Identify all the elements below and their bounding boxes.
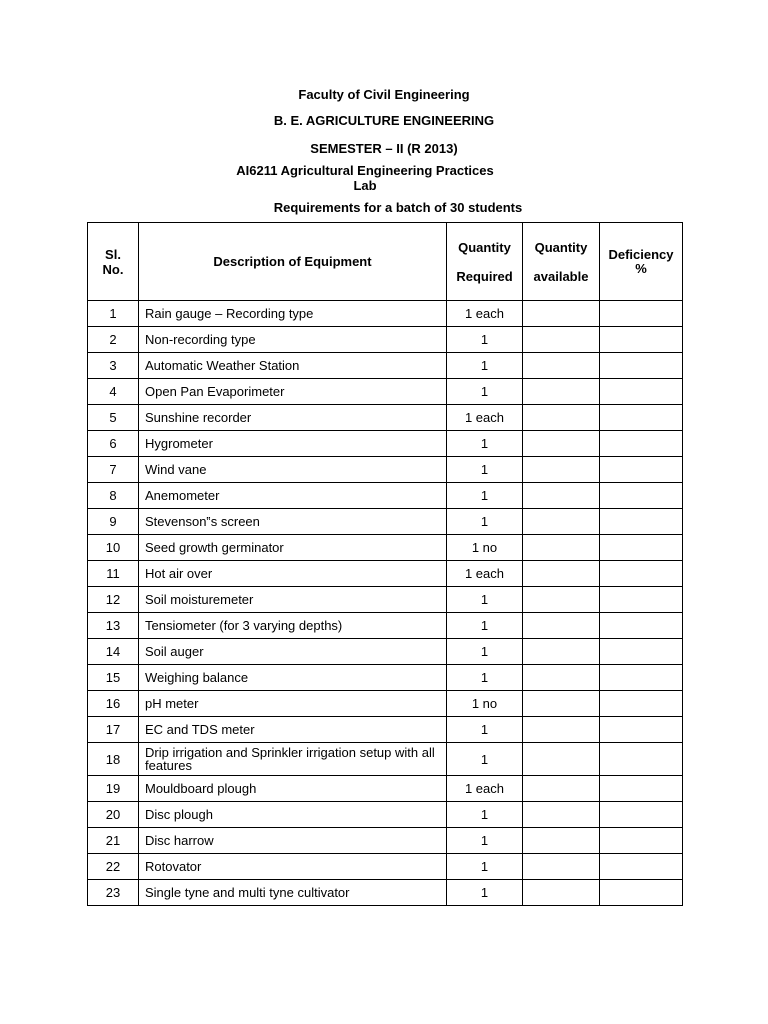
semester-title: SEMESTER – II (R 2013) bbox=[310, 141, 458, 156]
table-row bbox=[88, 457, 683, 483]
table-row bbox=[88, 561, 683, 587]
table-row bbox=[88, 431, 683, 457]
row-sl-no: 23 bbox=[88, 880, 139, 906]
row-deficiency bbox=[600, 587, 683, 613]
row-qty-required: 1 bbox=[447, 665, 523, 691]
row-qty-required: 1 each bbox=[447, 776, 523, 802]
table-row bbox=[88, 613, 683, 639]
row-sl-no: 14 bbox=[88, 639, 139, 665]
row-description: Wind vane bbox=[139, 457, 447, 483]
row-deficiency bbox=[600, 665, 683, 691]
row-description: Automatic Weather Station bbox=[139, 353, 447, 379]
row-description: Stevenson‟s screen bbox=[139, 509, 447, 535]
row-sl-no: 17 bbox=[88, 717, 139, 743]
row-description: Sunshine recorder bbox=[139, 405, 447, 431]
row-deficiency bbox=[600, 509, 683, 535]
table-row bbox=[88, 405, 683, 431]
row-deficiency bbox=[600, 561, 683, 587]
table-row bbox=[88, 665, 683, 691]
table-row bbox=[88, 301, 683, 327]
row-sl-no: 3 bbox=[88, 353, 139, 379]
row-qty-required: 1 bbox=[447, 743, 523, 776]
row-description: Hygrometer bbox=[139, 431, 447, 457]
table-row bbox=[88, 587, 683, 613]
row-qty-required: 1 each bbox=[447, 405, 523, 431]
row-qty-available bbox=[523, 854, 600, 880]
row-description: Hot air over bbox=[139, 561, 447, 587]
row-deficiency bbox=[600, 691, 683, 717]
row-qty-required: 1 bbox=[447, 587, 523, 613]
row-deficiency bbox=[600, 717, 683, 743]
row-sl-no: 11 bbox=[88, 561, 139, 587]
row-description: Rain gauge – Recording type bbox=[139, 301, 447, 327]
row-description: Open Pan Evaporimeter bbox=[139, 379, 447, 405]
row-description: Seed growth germinator bbox=[139, 535, 447, 561]
row-deficiency bbox=[600, 457, 683, 483]
row-description: Drip irrigation and Sprinkler irrigation setup with all features bbox=[139, 743, 447, 776]
row-qty-required: 1 bbox=[447, 802, 523, 828]
col-header-description: Description of Equipment bbox=[139, 223, 447, 301]
table-row bbox=[88, 509, 683, 535]
row-qty-available bbox=[523, 717, 600, 743]
row-qty-required: 1 bbox=[447, 828, 523, 854]
row-sl-no: 12 bbox=[88, 587, 139, 613]
row-sl-no: 16 bbox=[88, 691, 139, 717]
row-qty-available bbox=[523, 431, 600, 457]
row-qty-available bbox=[523, 483, 600, 509]
row-qty-available bbox=[523, 691, 600, 717]
row-qty-available bbox=[523, 353, 600, 379]
program-title: B. E. AGRICULTURE ENGINEERING bbox=[273, 113, 495, 128]
row-description: pH meter bbox=[139, 691, 447, 717]
row-qty-available bbox=[523, 509, 600, 535]
row-qty-available bbox=[523, 379, 600, 405]
row-sl-no: 13 bbox=[88, 613, 139, 639]
row-qty-available bbox=[523, 613, 600, 639]
row-qty-required: 1 bbox=[447, 327, 523, 353]
col-header-sl-no: Sl. No. bbox=[88, 223, 139, 301]
row-qty-required: 1 bbox=[447, 457, 523, 483]
row-deficiency bbox=[600, 639, 683, 665]
row-deficiency bbox=[600, 535, 683, 561]
row-description: Disc harrow bbox=[139, 828, 447, 854]
row-description: EC and TDS meter bbox=[139, 717, 447, 743]
row-qty-required: 1 bbox=[447, 717, 523, 743]
course-title: AI6211 Agricultural Engineering Practices Lab bbox=[236, 163, 494, 193]
col-header-qty-available: Quantity available bbox=[523, 223, 600, 301]
row-qty-available bbox=[523, 776, 600, 802]
row-qty-available bbox=[523, 743, 600, 776]
table-row bbox=[88, 353, 683, 379]
row-sl-no: 1 bbox=[88, 301, 139, 327]
row-qty-available bbox=[523, 828, 600, 854]
row-sl-no: 5 bbox=[88, 405, 139, 431]
row-qty-available bbox=[523, 587, 600, 613]
row-description: Soil auger bbox=[139, 639, 447, 665]
row-description: Non-recording type bbox=[139, 327, 447, 353]
table-row bbox=[88, 639, 683, 665]
row-sl-no: 19 bbox=[88, 776, 139, 802]
row-sl-no: 10 bbox=[88, 535, 139, 561]
table-row bbox=[88, 327, 683, 353]
table-row bbox=[88, 483, 683, 509]
equipment-table bbox=[87, 222, 683, 906]
row-qty-required: 1 each bbox=[447, 561, 523, 587]
table-row bbox=[88, 717, 683, 743]
table-row bbox=[88, 691, 683, 717]
row-qty-required: 1 bbox=[447, 353, 523, 379]
row-qty-required: 1 bbox=[447, 639, 523, 665]
row-sl-no: 15 bbox=[88, 665, 139, 691]
row-sl-no: 7 bbox=[88, 457, 139, 483]
table-row bbox=[88, 743, 683, 776]
row-deficiency bbox=[600, 776, 683, 802]
row-qty-available bbox=[523, 639, 600, 665]
row-description: Mouldboard plough bbox=[139, 776, 447, 802]
row-sl-no: 2 bbox=[88, 327, 139, 353]
row-deficiency bbox=[600, 613, 683, 639]
table-row bbox=[88, 776, 683, 802]
row-qty-required: 1 bbox=[447, 854, 523, 880]
row-qty-required: 1 no bbox=[447, 691, 523, 717]
row-sl-no: 20 bbox=[88, 802, 139, 828]
row-deficiency bbox=[600, 353, 683, 379]
row-description: Tensiometer (for 3 varying depths) bbox=[139, 613, 447, 639]
row-description: Disc plough bbox=[139, 802, 447, 828]
row-sl-no: 6 bbox=[88, 431, 139, 457]
row-deficiency bbox=[600, 802, 683, 828]
table-row bbox=[88, 828, 683, 854]
row-sl-no: 4 bbox=[88, 379, 139, 405]
row-qty-required: 1 no bbox=[447, 535, 523, 561]
table-row bbox=[88, 854, 683, 880]
row-deficiency bbox=[600, 880, 683, 906]
row-sl-no: 8 bbox=[88, 483, 139, 509]
batch-requirement-title: Requirements for a batch of 30 students bbox=[273, 200, 523, 215]
row-qty-available bbox=[523, 327, 600, 353]
row-qty-required: 1 bbox=[447, 379, 523, 405]
row-qty-required: 1 bbox=[447, 880, 523, 906]
row-sl-no: 21 bbox=[88, 828, 139, 854]
row-qty-available bbox=[523, 405, 600, 431]
row-deficiency bbox=[600, 743, 683, 776]
row-qty-required: 1 bbox=[447, 483, 523, 509]
row-description: Anemometer bbox=[139, 483, 447, 509]
row-qty-available bbox=[523, 457, 600, 483]
row-qty-required: 1 bbox=[447, 613, 523, 639]
row-qty-available bbox=[523, 535, 600, 561]
row-qty-required: 1 bbox=[447, 509, 523, 535]
row-qty-required: 1 each bbox=[447, 301, 523, 327]
row-qty-available bbox=[523, 561, 600, 587]
faculty-title: Faculty of Civil Engineering bbox=[298, 87, 470, 102]
row-qty-required: 1 bbox=[447, 431, 523, 457]
table-row bbox=[88, 802, 683, 828]
row-deficiency bbox=[600, 301, 683, 327]
table-row bbox=[88, 535, 683, 561]
row-sl-no: 9 bbox=[88, 509, 139, 535]
row-qty-available bbox=[523, 665, 600, 691]
row-deficiency bbox=[600, 405, 683, 431]
row-description: Weighing balance bbox=[139, 665, 447, 691]
row-sl-no: 18 bbox=[88, 743, 139, 776]
row-description: Soil moisturemeter bbox=[139, 587, 447, 613]
row-description: Single tyne and multi tyne cultivator bbox=[139, 880, 447, 906]
row-qty-available bbox=[523, 802, 600, 828]
row-qty-available bbox=[523, 301, 600, 327]
row-deficiency bbox=[600, 327, 683, 353]
row-deficiency bbox=[600, 828, 683, 854]
row-deficiency bbox=[600, 483, 683, 509]
table-body bbox=[88, 301, 683, 906]
row-deficiency bbox=[600, 854, 683, 880]
table-header-row bbox=[88, 223, 683, 301]
row-qty-available bbox=[523, 880, 600, 906]
row-deficiency bbox=[600, 379, 683, 405]
col-header-qty-required: Quantity Required bbox=[447, 223, 523, 301]
row-description: Rotovator bbox=[139, 854, 447, 880]
row-deficiency bbox=[600, 431, 683, 457]
table-row bbox=[88, 379, 683, 405]
table-row bbox=[88, 880, 683, 906]
row-sl-no: 22 bbox=[88, 854, 139, 880]
col-header-deficiency: Deficiency % bbox=[600, 223, 683, 301]
